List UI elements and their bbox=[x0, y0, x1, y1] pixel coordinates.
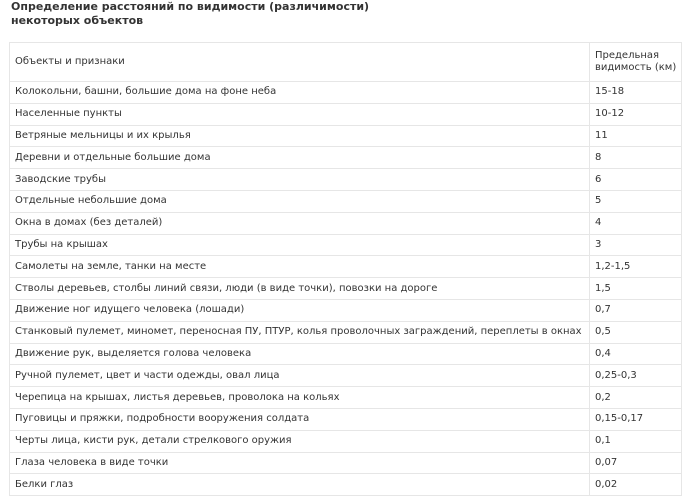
distance-cell: 0,2 bbox=[590, 387, 682, 409]
distance-cell: 15-18 bbox=[590, 82, 682, 104]
table-row bbox=[10, 212, 682, 234]
object-cell: Деревни и отдельные большие дома bbox=[10, 147, 590, 169]
table-row bbox=[10, 278, 682, 300]
object-cell: Движение рук, выделяется голова человека bbox=[10, 343, 590, 365]
table-row bbox=[10, 125, 682, 147]
table-row bbox=[10, 299, 682, 321]
distance-cell: 0,25-0,3 bbox=[590, 365, 682, 387]
distance-cell: 1,5 bbox=[590, 278, 682, 300]
object-cell: Отдельные небольшие дома bbox=[10, 190, 590, 212]
distance-cell: 0,02 bbox=[590, 474, 682, 496]
table-row bbox=[10, 82, 682, 104]
table-header-row bbox=[10, 43, 682, 82]
distance-cell: 3 bbox=[590, 234, 682, 256]
header-distance-line-1: Предельная bbox=[595, 50, 660, 61]
visibility-table bbox=[9, 42, 682, 496]
page-title-line-1: Определение расстояний по видимости (различимости) bbox=[11, 0, 370, 13]
table-row bbox=[10, 430, 682, 452]
table-row bbox=[10, 256, 682, 278]
table-row bbox=[10, 190, 682, 212]
table-row bbox=[10, 408, 682, 430]
table-row bbox=[10, 169, 682, 191]
header-objects: Объекты и признаки bbox=[10, 43, 590, 82]
table-row bbox=[10, 365, 682, 387]
distance-cell: 0,4 bbox=[590, 343, 682, 365]
table-row bbox=[10, 103, 682, 125]
distance-cell: 4 bbox=[590, 212, 682, 234]
object-cell: Населенные пункты bbox=[10, 103, 590, 125]
distance-cell: 6 bbox=[590, 169, 682, 191]
table-body bbox=[10, 43, 682, 496]
object-cell: Белки глаз bbox=[10, 474, 590, 496]
distance-cell: 0,7 bbox=[590, 299, 682, 321]
distance-cell: 11 bbox=[590, 125, 682, 147]
table-row bbox=[10, 387, 682, 409]
table-row bbox=[10, 474, 682, 496]
table-row bbox=[10, 147, 682, 169]
table-row bbox=[10, 234, 682, 256]
object-cell: Колокольни, башни, большие дома на фоне неба bbox=[10, 82, 590, 104]
distance-cell: 10-12 bbox=[590, 103, 682, 125]
distance-cell: 5 bbox=[590, 190, 682, 212]
object-cell: Окна в домах (без деталей) bbox=[10, 212, 590, 234]
object-cell: Движение ног идущего человека (лошади) bbox=[10, 299, 590, 321]
header-distance-line-2: видимость (км) bbox=[595, 62, 677, 73]
table-row bbox=[10, 452, 682, 474]
object-cell: Трубы на крышах bbox=[10, 234, 590, 256]
object-cell: Пуговицы и пряжки, подробности вооружения солдата bbox=[10, 408, 590, 430]
table-row bbox=[10, 343, 682, 365]
object-cell: Черты лица, кисти рук, детали стрелкового оружия bbox=[10, 430, 590, 452]
page-title bbox=[11, 0, 651, 28]
object-cell: Ветряные мельницы и их крылья bbox=[10, 125, 590, 147]
object-cell: Ручной пулемет, цвет и части одежды, овал лица bbox=[10, 365, 590, 387]
object-cell: Глаза человека в виде точки bbox=[10, 452, 590, 474]
object-cell: Стволы деревьев, столбы линий связи, люди (в виде точки), повозки на дороге bbox=[10, 278, 590, 300]
distance-cell: 0,5 bbox=[590, 321, 682, 343]
distance-cell: 8 bbox=[590, 147, 682, 169]
object-cell: Черепица на крышах, листья деревьев, проволока на кольях bbox=[10, 387, 590, 409]
distance-cell: 1,2-1,5 bbox=[590, 256, 682, 278]
distance-cell: 0,15-0,17 bbox=[590, 408, 682, 430]
table-row bbox=[10, 321, 682, 343]
page-title-line-2: некоторых объектов bbox=[11, 14, 144, 27]
object-cell: Самолеты на земле, танки на месте bbox=[10, 256, 590, 278]
distance-cell: 0,1 bbox=[590, 430, 682, 452]
distance-cell: 0,07 bbox=[590, 452, 682, 474]
object-cell: Заводские трубы bbox=[10, 169, 590, 191]
object-cell: Станковый пулемет, миномет, переносная ПУ, ПТУР, колья проволочных заграждений, переплеты в окнах bbox=[10, 321, 590, 343]
header-distance bbox=[590, 43, 682, 82]
